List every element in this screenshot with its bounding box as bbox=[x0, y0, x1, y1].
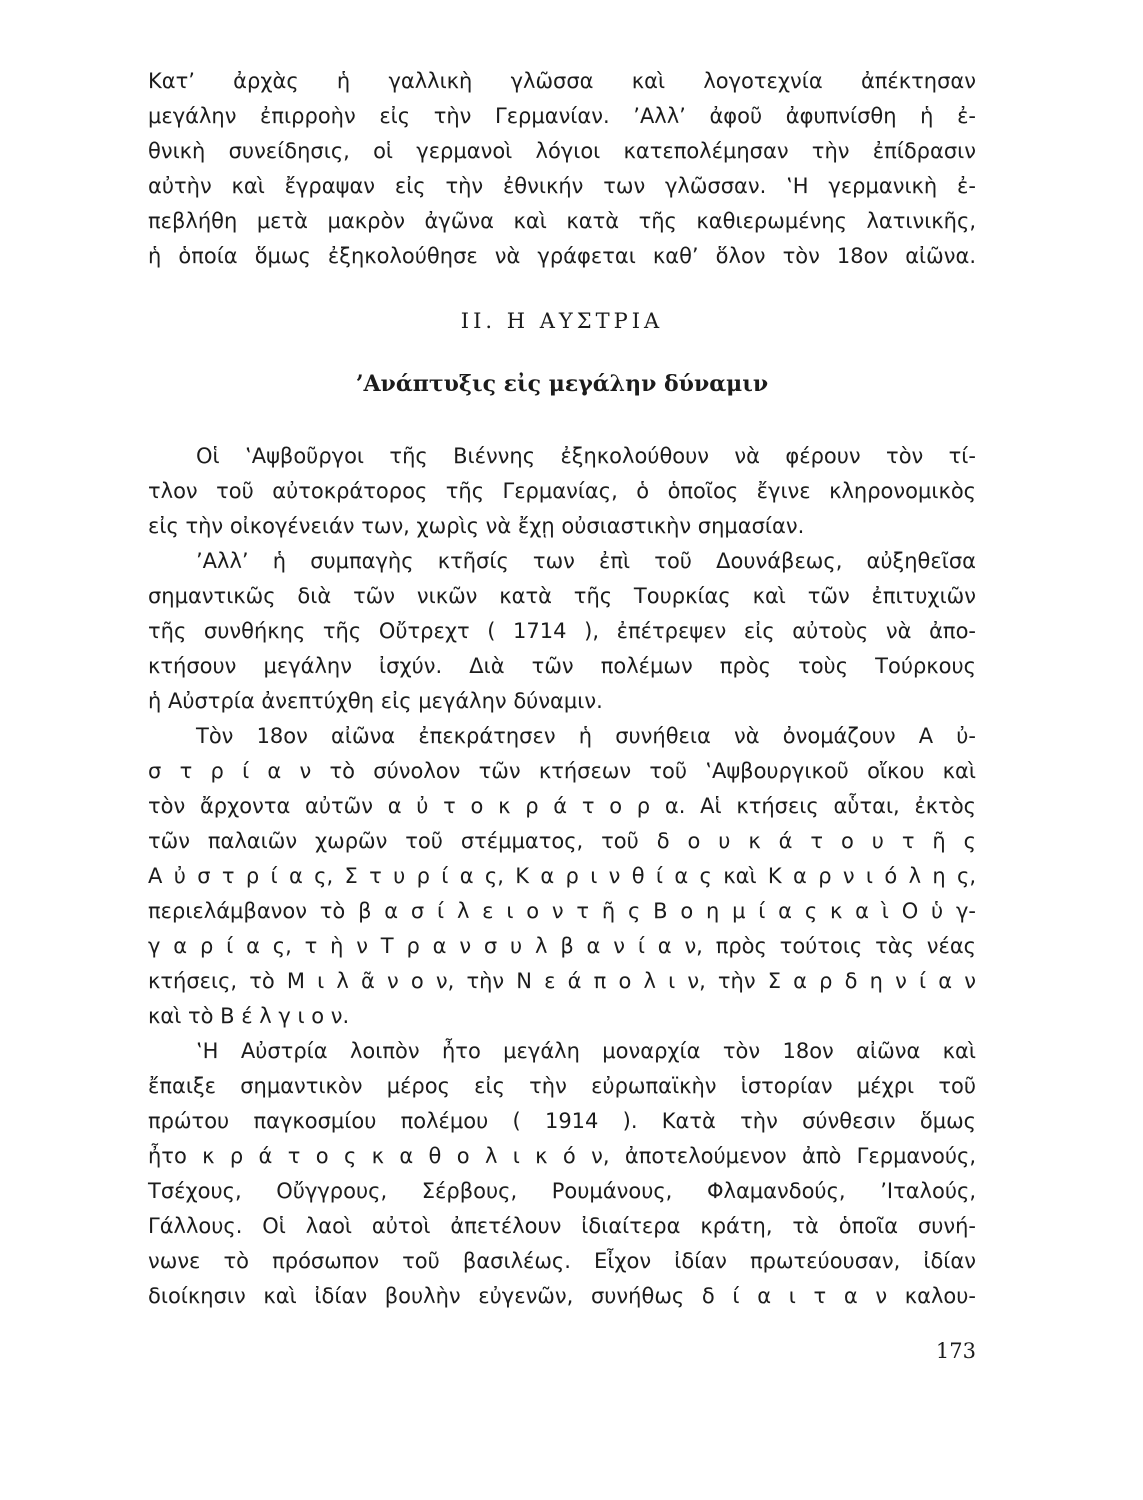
text-line: τῶν παλαιῶν χωρῶν τοῦ στέμματος, τοῦ δ ο υ κ ά τ ο υ τ ῆ ς bbox=[148, 829, 976, 853]
text-line: τὸν ἄρχοντα αὐτῶν α ὐ τ ο κ ρ ά τ ο ρ α. Αἱ κτήσεις αὗται, ἐκτὸς bbox=[148, 794, 976, 818]
text-line: τῆς συνθήκης τῆς Οὔτρεχτ ( 1714 ), ἐπέτρεψεν εἰς αὐτοὺς νὰ ἀπο- bbox=[148, 619, 976, 643]
text-line: ἔπαιξε σημαντικὸν μέρος εἰς τὴν εὐρωπαϊκὴν ἱστορίαν μέχρι τοῦ bbox=[148, 1074, 976, 1098]
text-line: Οἱ ‛Αψβοῦργοι τῆς Βιέννης ἐξηκολούθουν νὰ φέρουν τὸν τί- bbox=[196, 444, 976, 468]
text-line: εἰς τὴν οἰκογένειάν των, χωρὶς νὰ ἔχῃ οὐσιαστικὴν σημασίαν. bbox=[148, 514, 805, 538]
text-line: ’Αλλ’ ἡ συμπαγὴς κτῆσίς των ἐπὶ τοῦ Δουνάβεως, αὐξηθεῖσα bbox=[196, 549, 976, 573]
text-line: διοίκησιν καὶ ἰδίαν βουλὴν εὐγενῶν, συνήθως δ ί α ι τ α ν καλου- bbox=[148, 1284, 976, 1308]
text-line: περιελάμβανον τὸ β α σ ί λ ε ι ο ν τ ῆ ς Β ο η μ ί α ς κ α ὶ Ο ὑ γ- bbox=[148, 899, 976, 923]
text-line: Α ὐ σ τ ρ ί α ς, Σ τ υ ρ ί α ς, Κ α ρ ι ν θ ί α ς καὶ Κ α ρ ν ι ό λ η ς, bbox=[148, 864, 976, 888]
text-line: πεβλήθη μετὰ μακρὸν ἀγῶνα καὶ κατὰ τῆς καθιερωμένης λατινικῆς, bbox=[148, 209, 976, 233]
section-subtitle: ’Ανάπτυξις εἰς μεγάλην δύναμιν bbox=[355, 371, 769, 397]
text-line: ἦτο κ ρ ά τ ο ς κ α θ ο λ ι κ ό ν, ἀποτελούμενον ἀπὸ Γερμανούς, bbox=[148, 1144, 976, 1168]
text-line: Τὸν 18ον αἰῶνα ἐπεκράτησεν ἡ συνήθεια νὰ ὀνομάζουν Α ὐ- bbox=[196, 724, 976, 748]
text-line: Γάλλους. Οἱ λαοὶ αὐτοὶ ἀπετέλουν ἰδιαίτερα κράτη, τὰ ὁποῖα συνή- bbox=[148, 1214, 976, 1238]
text-line: κτήσεις, τὸ Μ ι λ ᾶ ν ο ν, τὴν Ν ε ά π ο λ ι ν, τὴν Σ α ρ δ η ν ί α ν bbox=[148, 969, 976, 993]
section-title: II. Η ΑΥΣΤΡΙΑ bbox=[460, 309, 664, 333]
text-line: τλον τοῦ αὐτοκράτορος τῆς Γερμανίας, ὁ ὁποῖος ἔγινε κληρονομικὸς bbox=[148, 479, 976, 503]
text-line: ἡ Αὐστρία ἀνεπτύχθη εἰς μεγάλην δύναμιν. bbox=[148, 689, 603, 713]
text-line: κτήσουν μεγάλην ἰσχύν. Διὰ τῶν πολέμων πρὸς τοὺς Τούρκους bbox=[148, 654, 976, 678]
text-line: καὶ τὸ Β έ λ γ ι ο ν. bbox=[148, 1004, 350, 1028]
text-line: σημαντικῶς διὰ τῶν νικῶν κατὰ τῆς Τουρκίας καὶ τῶν ἐπιτυχιῶν bbox=[148, 584, 976, 608]
text-line: αὐτὴν καὶ ἔγραψαν εἰς τὴν ἐθνικήν των γλῶσσαν. ‛Η γερμανικὴ ἐ- bbox=[148, 174, 976, 198]
page-number: 173 bbox=[935, 1339, 976, 1363]
text-line: μεγάλην ἐπιρροὴν εἰς τὴν Γερμανίαν. ’Αλλ’ ἀφοῦ ἀφυπνίσθη ἡ ἐ- bbox=[148, 104, 976, 128]
text-line: Τσέχους, Οὔγγρους, Σέρβους, Ρουμάνους, Φλαμανδούς, ’Ιταλούς, bbox=[148, 1179, 976, 1203]
text-line: θνικὴ συνείδησις, οἱ γερμανοὶ λόγιοι κατεπολέμησαν τὴν ἐπίδρασιν bbox=[148, 139, 976, 163]
text-line: σ τ ρ ί α ν τὸ σύνολον τῶν κτήσεων τοῦ ‛Αψβουργικοῦ οἴκου καὶ bbox=[148, 759, 976, 783]
text-line: Κατ’ ἀρχὰς ἡ γαλλικὴ γλῶσσα καὶ λογοτεχνία ἀπέκτησαν bbox=[148, 69, 976, 93]
text-line: ‛Η Αὐστρία λοιπὸν ἦτο μεγάλη μοναρχία τὸν 18ον αἰῶνα καὶ bbox=[196, 1039, 976, 1063]
text-line: γ α ρ ί α ς, τ ὴ ν Τ ρ α ν σ υ λ β α ν ί α ν, πρὸς τούτοις τὰς νέας bbox=[148, 934, 976, 958]
text-line: ἡ ὁποία ὅμως ἐξηκολούθησε νὰ γράφεται καθ’ ὅλον τὸν 18ον αἰῶνα. bbox=[148, 244, 976, 268]
text-line: πρώτου παγκοσμίου πολέμου ( 1914 ). Κατὰ τὴν σύνθεσιν ὅμως bbox=[148, 1109, 976, 1133]
text-line: νωνε τὸ πρόσωπον τοῦ βασιλέως. Εἶχον ἰδίαν πρωτεύουσαν, ἰδίαν bbox=[148, 1249, 976, 1273]
